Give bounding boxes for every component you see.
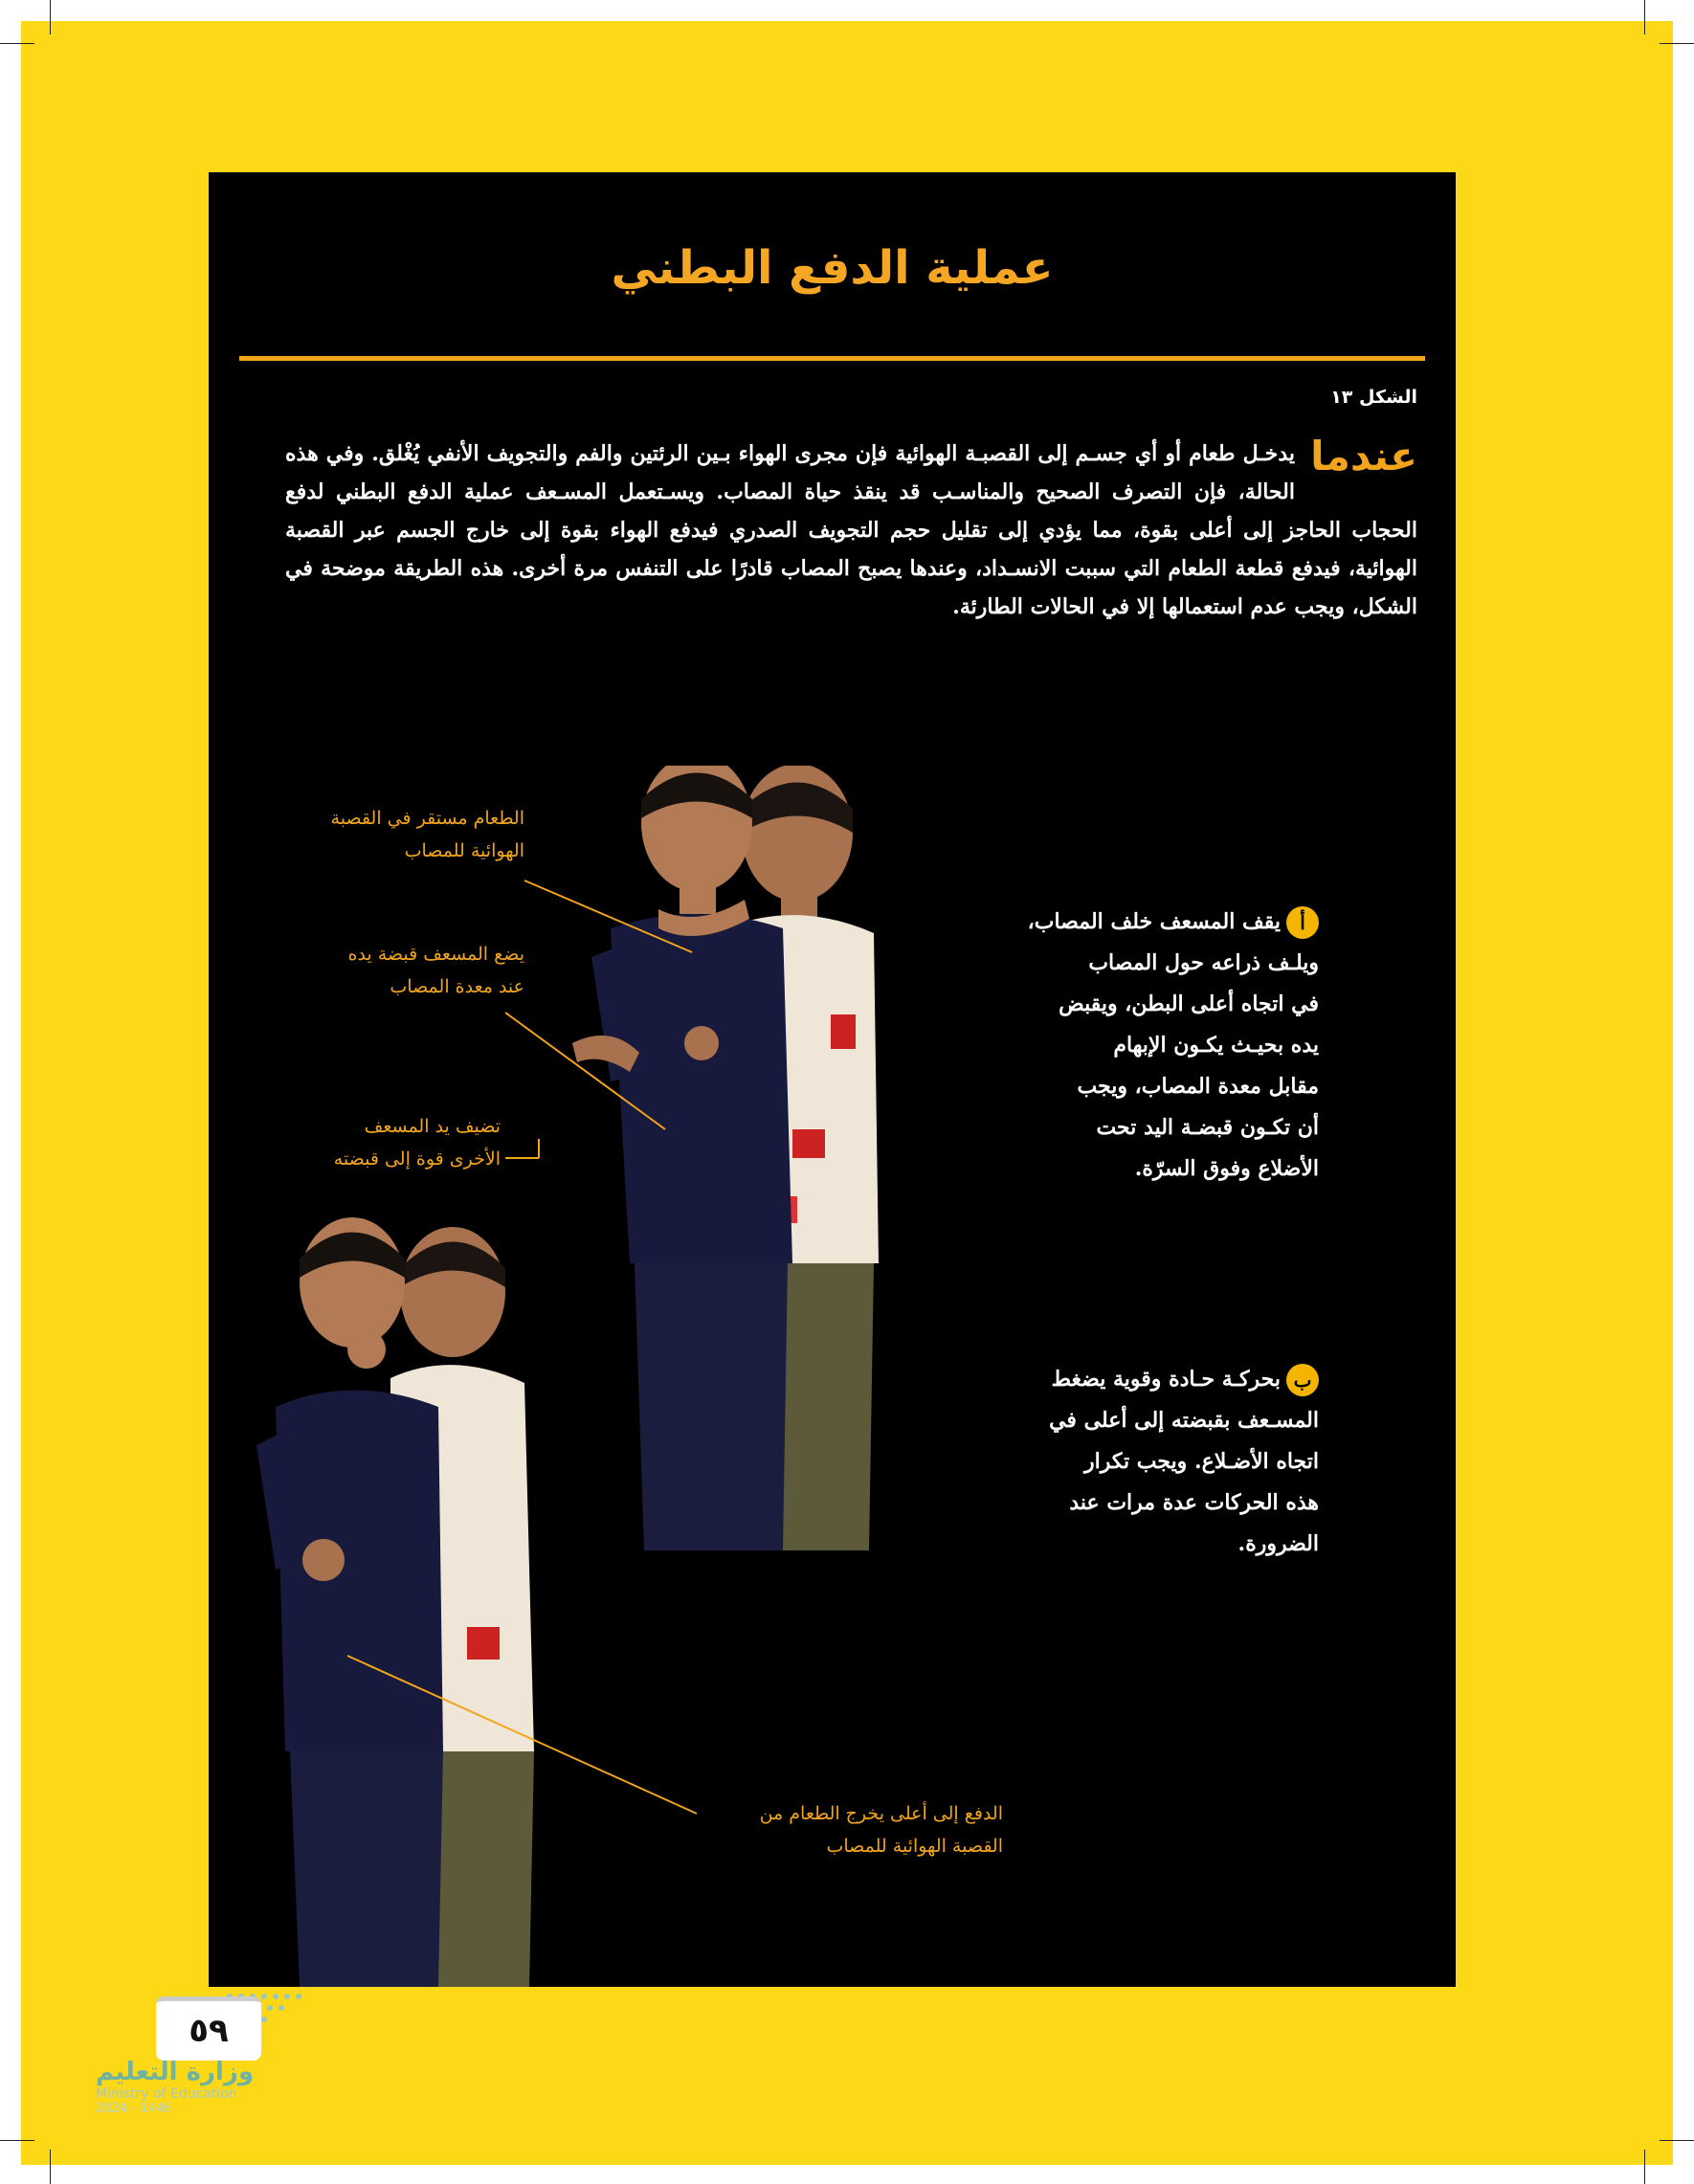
step-line: اتجاه الأضـلاع. ويجب تكرار [1083, 1449, 1319, 1474]
lead-word: عندما [1310, 433, 1417, 479]
annotation-food-stuck [261, 802, 524, 867]
annotation-upward-thrust [678, 1797, 1003, 1862]
step-line: يده بحيـث يكـون الإبهام [1113, 1033, 1319, 1058]
crop-mark [1660, 43, 1694, 44]
logo-english: Ministry of Education [96, 2086, 237, 2102]
step-line: يقف المسعف خلف المصاب، [1027, 909, 1281, 934]
intro-text: يدخـل طعام أو أي جسـم إلى القصبـة الهوائية فإن مجرى الهواء بـين الرئتين والفم والتجويف الأنفي يُغْلق. وفي هذه الحالة، فإن التصرف الصحيح والمناسـب قد ينقذ حياة المصاب. ويسـتعمل المسـعف عملية الدفع البطني لدفع الحجاب الحاجز إلى أعلى بقوة، مما يؤدي إلى تقليل حجم التجويف الصدري فيدفع الهواء بقوة إلى خارج الجسم عبر القصبة الهوائية، فيدفع قطعة الطعام التي سببت الانسـداد، وعندها يصبح المصاب قادرًا على التنفس مرة أخرى. هذه الطريقة موضحة في الشكل، ويجب عدم استعمالها إلا في الحالات الطارئة. [285, 441, 1417, 619]
step-b [993, 1359, 1319, 1565]
step-badge-a: أ [1286, 906, 1319, 939]
crop-mark [50, 0, 51, 34]
annotation-line: القصبة الهوائية للمصاب [826, 1836, 1003, 1857]
logo-year: 2024 - 1446 [96, 2102, 172, 2116]
crop-mark [0, 2140, 34, 2141]
ministry-logo [96, 2058, 254, 2116]
logo-arabic: وزارة التعليم [96, 2058, 254, 2086]
crop-mark [1644, 0, 1645, 34]
step-line: مقابل معدة المصاب، ويجب [1077, 1074, 1319, 1099]
step-badge-b: ب [1286, 1364, 1319, 1396]
annotation-fist-position [261, 938, 524, 1003]
content-panel [209, 172, 1456, 1987]
step-line: أن تكـون قبضـة اليد تحت [1096, 1115, 1319, 1140]
page-title: عملية الدفع البطني [611, 241, 1054, 295]
step-a [993, 902, 1319, 1190]
crop-mark [0, 43, 34, 44]
annotation-line: الأخرى قوة إلى قبضته [333, 1148, 501, 1170]
annotation-line: عند معدة المصاب [390, 976, 524, 997]
annotation-line: الدفع إلى أعلى يخرج الطعام من [759, 1803, 1003, 1824]
step-line: في اتجاه أعلى البطن، ويقبض [1059, 992, 1319, 1016]
annotation-other-hand [261, 1110, 501, 1175]
crop-mark [50, 2150, 51, 2184]
annotation-line: يضع المسعف قبضة يده [347, 944, 524, 965]
step-line: الأضلاع وفوق السرّة. [1134, 1156, 1319, 1181]
page-number: ٥٩ [156, 1996, 261, 2061]
step-line: هذه الحركات عدة مرات عند [1069, 1490, 1319, 1515]
step-line: المسـعف بقبضته إلى أعلى في [1049, 1408, 1319, 1433]
step-line: بحركـة حـادة وقوية يضغط [1051, 1367, 1281, 1392]
figure-label: الشكل ١٣ [1330, 387, 1417, 408]
step-line: الضرورة. [1237, 1531, 1319, 1556]
annotation-line: الهوائية للمصاب [404, 840, 524, 861]
crop-mark [1644, 2150, 1645, 2184]
step-line: ويلـف ذراعه حول المصاب [1088, 950, 1319, 975]
annotation-line: تضيف يد المسعف [364, 1116, 501, 1137]
crop-mark [1660, 2140, 1694, 2141]
annotation-line: الطعام مستقر في القصبة [330, 808, 524, 829]
